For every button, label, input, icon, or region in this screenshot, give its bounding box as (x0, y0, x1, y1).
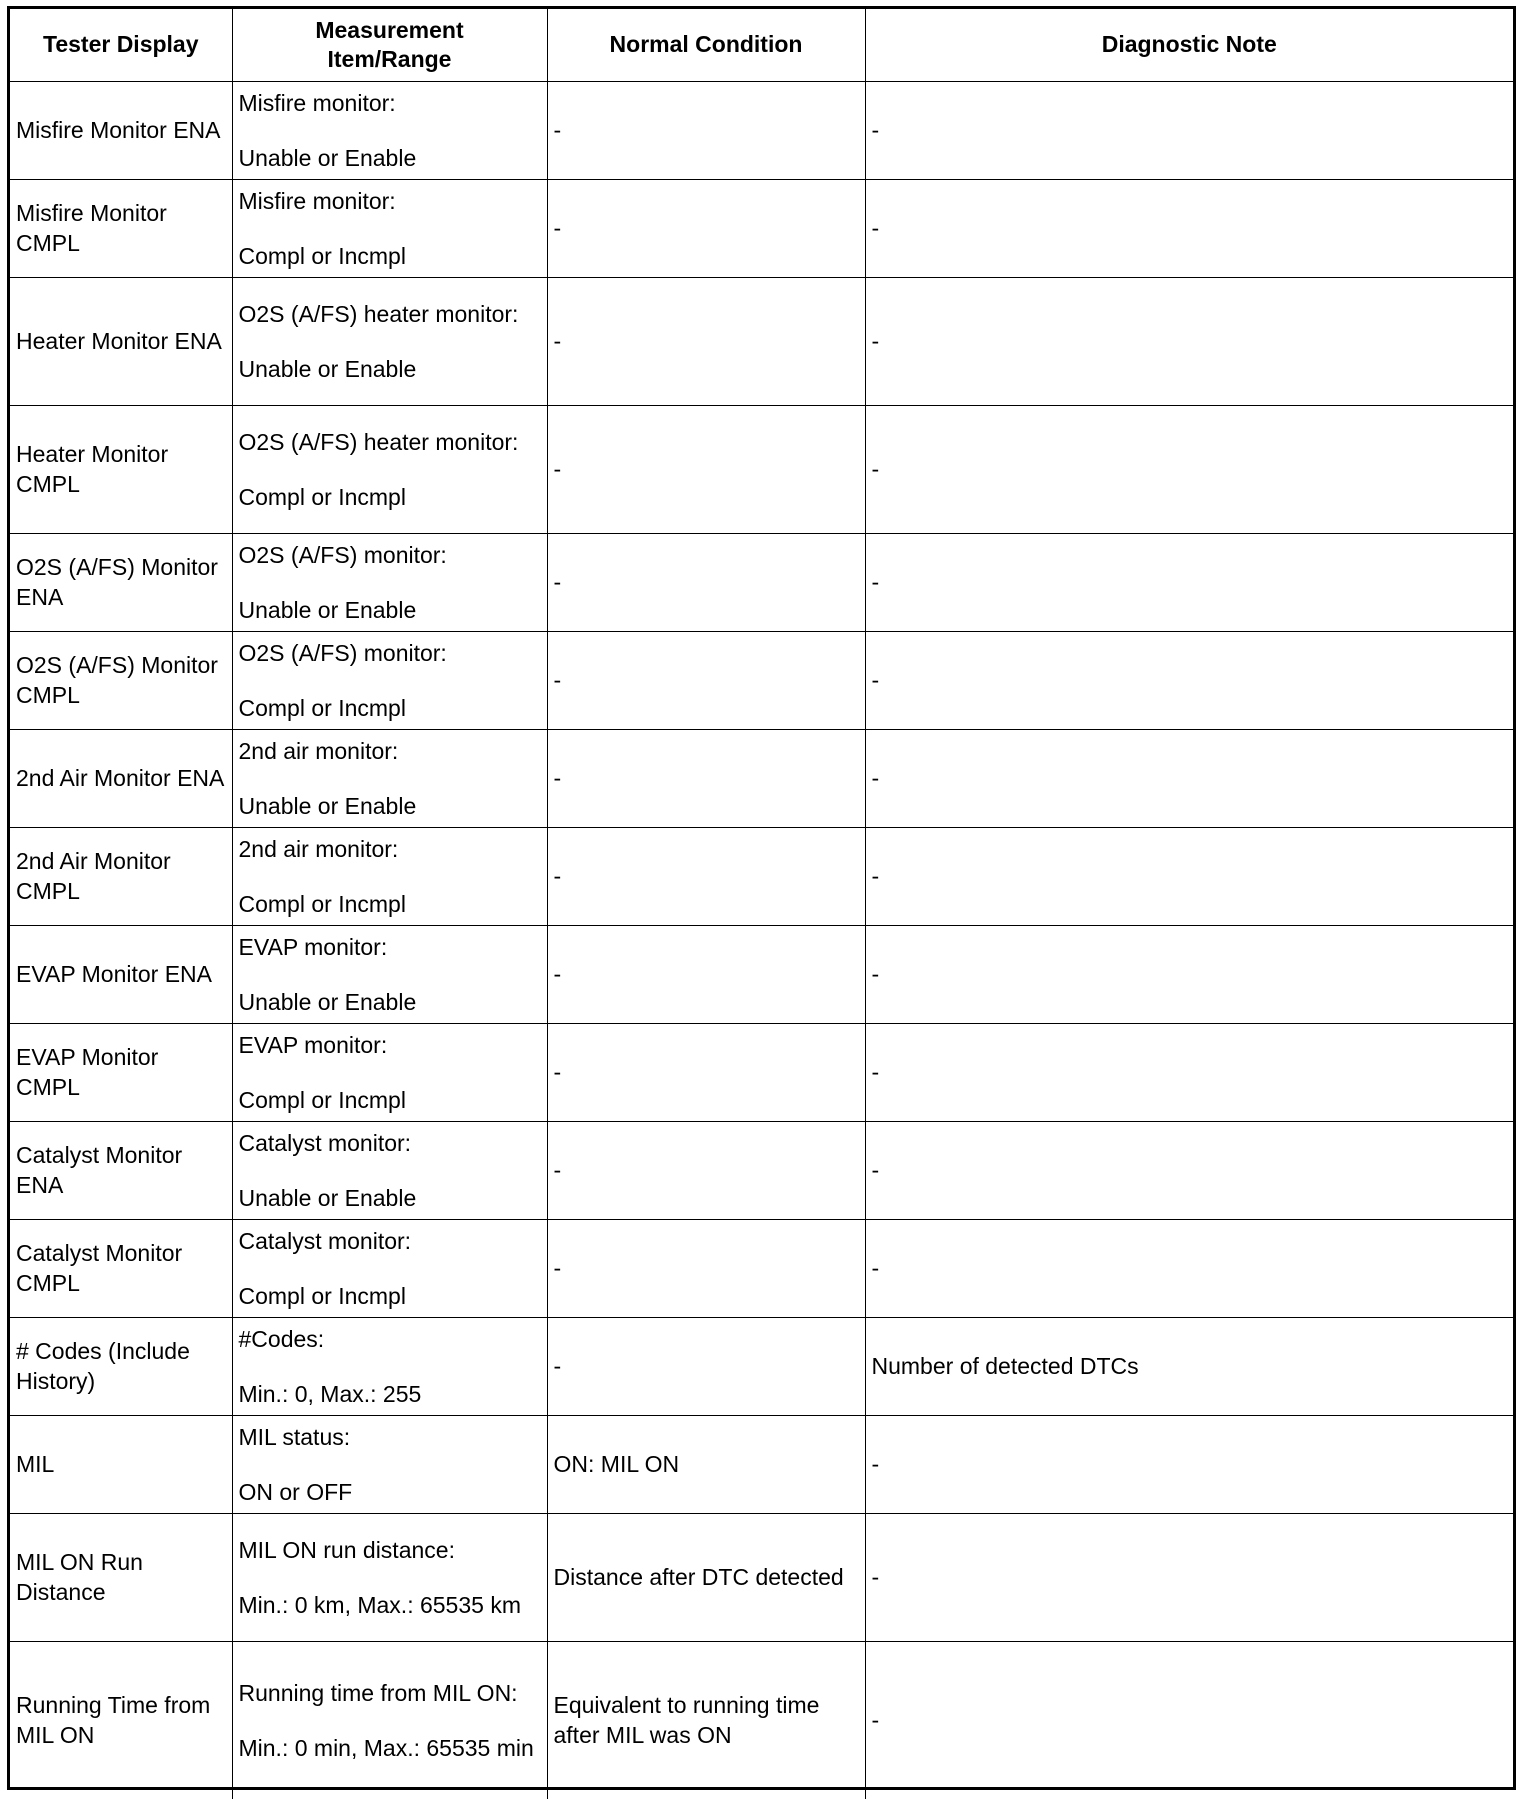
measurement-gap (239, 1158, 541, 1183)
normal-condition-cell: Equivalent to running time after MIL was ON (547, 1641, 865, 1799)
tester-display-cell: MIL ON Run Distance (10, 1513, 232, 1641)
measurement-cell (232, 179, 547, 277)
data-list-table (10, 9, 1513, 1799)
measurement-gap (239, 457, 541, 482)
table-row (10, 81, 1513, 179)
measurement-gap (239, 668, 541, 693)
measurement-item: Running time from MIL ON: (238, 1679, 518, 1706)
measurement-gap (239, 1060, 541, 1085)
normal-condition-cell: - (547, 405, 865, 533)
normal-condition-cell: - (547, 729, 865, 827)
measurement-cell (232, 533, 547, 631)
measurement-range: Unable or Enable (238, 988, 417, 1015)
measurement-gap (239, 216, 541, 241)
measurement-item: MIL ON run distance: (238, 1536, 455, 1563)
measurement-range: Compl or Incmpl (238, 483, 406, 510)
normal-condition-cell: ON: MIL ON (547, 1415, 865, 1513)
diagnostic-note-cell: - (865, 179, 1513, 277)
measurement-range: Compl or Incmpl (238, 1282, 406, 1309)
measurement-gap (239, 1452, 541, 1477)
table-row (10, 533, 1513, 631)
measurement-item: 2nd air monitor: (238, 737, 399, 764)
measurement-cell (232, 277, 547, 405)
measurement-item: O2S (A/FS) monitor: (238, 639, 447, 666)
normal-condition-cell: - (547, 631, 865, 729)
measurement-item: O2S (A/FS) heater monitor: (238, 300, 519, 327)
measurement-cell (232, 827, 547, 925)
measurement-range: Unable or Enable (238, 144, 417, 171)
diagnostic-note-cell: - (865, 631, 1513, 729)
table-row (10, 729, 1513, 827)
normal-condition-cell: - (547, 1023, 865, 1121)
measurement-cell (232, 925, 547, 1023)
measurement-gap (239, 962, 541, 987)
tester-display-cell: Catalyst Monitor CMPL (10, 1219, 232, 1317)
diagnostic-note-cell: - (865, 1219, 1513, 1317)
measurement-gap (239, 329, 541, 354)
measurement-cell (232, 1023, 547, 1121)
diagnostic-note-cell: - (865, 925, 1513, 1023)
normal-condition-cell: - (547, 533, 865, 631)
measurement-item: Catalyst monitor: (238, 1227, 412, 1254)
measurement-range: Compl or Incmpl (238, 1086, 406, 1113)
diagnostic-note-cell: - (865, 729, 1513, 827)
normal-condition-cell: - (547, 1219, 865, 1317)
measurement-item: O2S (A/FS) monitor: (238, 541, 447, 568)
measurement-gap (239, 1708, 541, 1733)
measurement-item: #Codes: (238, 1325, 325, 1352)
normal-condition-cell: - (547, 925, 865, 1023)
diagnostic-note-cell: - (865, 1641, 1513, 1799)
measurement-range: Min.: 0 min, Max.: 65535 min (238, 1734, 534, 1761)
normal-condition-cell: - (547, 827, 865, 925)
header-measurement-item-range (232, 9, 547, 81)
diagnostic-note-cell: - (865, 1023, 1513, 1121)
tester-display-cell: Running Time from MIL ON (10, 1641, 232, 1799)
measurement-range: Compl or Incmpl (238, 890, 406, 917)
measurement-range: Unable or Enable (238, 1184, 417, 1211)
diagnostic-note-cell: - (865, 81, 1513, 179)
measurement-range: Unable or Enable (238, 355, 417, 382)
diagnostic-note-cell: - (865, 277, 1513, 405)
measurement-item: O2S (A/FS) heater monitor: (238, 428, 519, 455)
measurement-range: Min.: 0 km, Max.: 65535 km (238, 1591, 521, 1618)
measurement-gap (239, 1256, 541, 1281)
table-row (10, 1317, 1513, 1415)
measurement-cell (232, 81, 547, 179)
tester-display-cell: 2nd Air Monitor CMPL (10, 827, 232, 925)
header-normal-condition: Normal Condition (547, 9, 865, 81)
tester-display-cell: MIL (10, 1415, 232, 1513)
diagnostic-note-cell: - (865, 533, 1513, 631)
measurement-item: Catalyst monitor: (238, 1129, 412, 1156)
measurement-range: Compl or Incmpl (238, 242, 406, 269)
normal-condition-cell: Distance after DTC detected (547, 1513, 865, 1641)
tester-display-cell: EVAP Monitor CMPL (10, 1023, 232, 1121)
table-row (10, 925, 1513, 1023)
diagnostic-note-cell: - (865, 405, 1513, 533)
header-diagnostic-note: Diagnostic Note (865, 9, 1513, 81)
tester-display-cell: Heater Monitor CMPL (10, 405, 232, 533)
table-row (10, 1415, 1513, 1513)
header-tester-display: Tester Display (10, 9, 232, 81)
measurement-item: Misfire monitor: (238, 89, 396, 116)
measurement-cell (232, 1219, 547, 1317)
measurement-range: ON or OFF (238, 1478, 353, 1505)
measurement-gap (239, 570, 541, 595)
measurement-cell (232, 1513, 547, 1641)
measurement-cell (232, 1317, 547, 1415)
tester-display-cell: O2S (A/FS) Monitor ENA (10, 533, 232, 631)
normal-condition-cell: - (547, 1121, 865, 1219)
measurement-cell (232, 1121, 547, 1219)
measurement-range: Unable or Enable (238, 596, 417, 623)
measurement-item: MIL status: (238, 1423, 351, 1450)
normal-condition-cell: - (547, 277, 865, 405)
measurement-range: Min.: 0, Max.: 255 (238, 1380, 422, 1407)
normal-condition-cell: - (547, 81, 865, 179)
header-measurement-line1: Measurement (315, 16, 464, 43)
measurement-cell (232, 631, 547, 729)
table-row (10, 1641, 1513, 1799)
diagnostic-note-cell: Number of detected DTCs (865, 1317, 1513, 1415)
measurement-range: Compl or Incmpl (238, 694, 406, 721)
measurement-gap (239, 1565, 541, 1590)
measurement-cell (232, 729, 547, 827)
diagnostic-note-cell: - (865, 1513, 1513, 1641)
measurement-item: EVAP monitor: (238, 933, 388, 960)
tester-display-cell: EVAP Monitor ENA (10, 925, 232, 1023)
measurement-gap (239, 864, 541, 889)
measurement-gap (239, 118, 541, 143)
table-row (10, 1219, 1513, 1317)
table-row (10, 1513, 1513, 1641)
table-row (10, 1023, 1513, 1121)
measurement-cell (232, 1415, 547, 1513)
data-list-sheet (7, 6, 1516, 1790)
header-measurement-line2: Item/Range (327, 45, 452, 72)
diagnostic-note-cell: - (865, 1415, 1513, 1513)
tester-display-cell: Catalyst Monitor ENA (10, 1121, 232, 1219)
tester-display-cell: # Codes (Include History) (10, 1317, 232, 1415)
normal-condition-cell: - (547, 1317, 865, 1415)
table-body (10, 81, 1513, 1799)
table-row (10, 179, 1513, 277)
table-row (10, 631, 1513, 729)
table-row (10, 405, 1513, 533)
measurement-item: Misfire monitor: (238, 187, 396, 214)
normal-condition-cell: - (547, 179, 865, 277)
tester-display-cell: Misfire Monitor ENA (10, 81, 232, 179)
diagnostic-note-cell: - (865, 827, 1513, 925)
tester-display-cell: Misfire Monitor CMPL (10, 179, 232, 277)
measurement-item: EVAP monitor: (238, 1031, 388, 1058)
measurement-item: 2nd air monitor: (238, 835, 399, 862)
tester-display-cell: Heater Monitor ENA (10, 277, 232, 405)
header-row (10, 9, 1513, 81)
tester-display-cell: O2S (A/FS) Monitor CMPL (10, 631, 232, 729)
table-row (10, 1121, 1513, 1219)
measurement-gap (239, 766, 541, 791)
measurement-gap (239, 1354, 541, 1379)
measurement-cell (232, 405, 547, 533)
measurement-range: Unable or Enable (238, 792, 417, 819)
tester-display-cell: 2nd Air Monitor ENA (10, 729, 232, 827)
diagnostic-note-cell: - (865, 1121, 1513, 1219)
table-row (10, 277, 1513, 405)
table-row (10, 827, 1513, 925)
measurement-cell (232, 1641, 547, 1799)
